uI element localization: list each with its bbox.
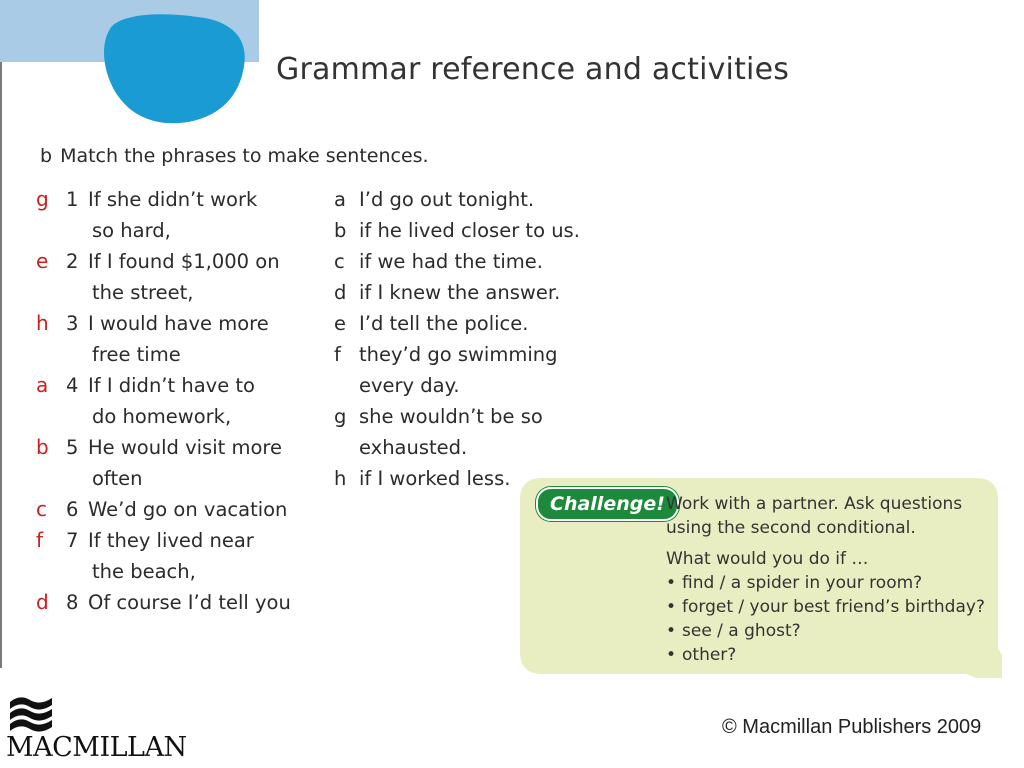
ending-text: if I knew the answer. — [359, 281, 561, 304]
left-row — [36, 587, 326, 618]
item-number: 1 — [66, 188, 79, 211]
challenge-badge: Challenge! — [536, 487, 679, 521]
challenge-bullet — [666, 619, 996, 643]
ending-text: I’d tell the police. — [359, 312, 529, 335]
right-row — [334, 339, 604, 370]
macmillan-wave-icon — [8, 692, 56, 734]
challenge-question: What would you do if … — [666, 549, 869, 569]
item-number: 3 — [66, 312, 79, 335]
exercise-label: b — [40, 145, 53, 167]
answer-letter: g — [36, 187, 49, 211]
bullet-text: see / a ghost? — [682, 621, 801, 641]
left-row — [36, 339, 326, 370]
ending-letter: a — [334, 188, 346, 211]
bullet-text: other? — [682, 645, 737, 665]
item-text: He would visit more — [88, 436, 282, 459]
left-row — [36, 463, 326, 494]
right-row — [334, 401, 604, 432]
logo-wordmark: MACMILLAN — [6, 732, 187, 763]
item-number: 4 — [66, 374, 79, 397]
bullet-dot: • — [666, 621, 677, 641]
item-text: If I found $1,000 on — [88, 250, 280, 273]
answer-letter: h — [36, 311, 49, 335]
challenge-bullet — [666, 571, 996, 595]
ending-text: they’d go swimming — [359, 343, 558, 366]
item-text: If they lived near — [88, 529, 254, 552]
left-row — [36, 494, 326, 525]
ending-letter: b — [334, 219, 347, 242]
item-text: the beach, — [92, 560, 196, 583]
left-row — [36, 246, 326, 277]
ending-text: every day. — [359, 374, 460, 397]
ending-letter: g — [334, 405, 347, 428]
challenge-line: using the second conditional. — [666, 518, 916, 538]
ending-letter: f — [334, 343, 341, 366]
page-title: Grammar reference and activities — [276, 52, 790, 87]
bullet-dot: • — [666, 597, 677, 617]
ending-text: she wouldn’t be so — [359, 405, 543, 428]
challenge-list — [666, 571, 996, 667]
item-number: 2 — [66, 250, 79, 273]
item-number: 6 — [66, 498, 79, 521]
ending-text: I’d go out tonight. — [359, 188, 535, 211]
header-blob-shape — [0, 0, 260, 130]
ending-text: if we had the time. — [359, 250, 543, 273]
ending-letter: e — [334, 312, 346, 335]
bullet-dot: • — [666, 645, 677, 665]
ending-text: exhausted. — [359, 436, 468, 459]
left-row — [36, 556, 326, 587]
left-row — [36, 308, 326, 339]
left-row — [36, 184, 326, 215]
answer-letter: b — [36, 435, 49, 459]
sentence-beginnings — [36, 184, 326, 618]
item-text: I would have more — [88, 312, 269, 335]
challenge-bullet — [666, 595, 996, 619]
answer-letter: a — [36, 373, 49, 397]
answer-letter: d — [36, 590, 49, 614]
right-row — [334, 308, 604, 339]
item-text: We’d go on vacation — [88, 498, 288, 521]
ending-letter: d — [334, 281, 347, 304]
item-text: do homework, — [92, 405, 232, 428]
item-text: free time — [92, 343, 181, 366]
challenge-bullet — [666, 643, 996, 667]
sentence-endings — [334, 184, 604, 494]
challenge-box — [520, 478, 1002, 678]
right-row — [334, 215, 604, 246]
challenge-text — [666, 492, 996, 667]
item-text: the street, — [92, 281, 194, 304]
instruction-text: Match the phrases to make sentences. — [60, 145, 429, 167]
ending-text: if he lived closer to us. — [359, 219, 580, 242]
answer-letter: f — [36, 528, 44, 552]
answer-letter: e — [36, 249, 49, 273]
item-number: 7 — [66, 529, 79, 552]
item-text: often — [92, 467, 143, 490]
ending-text: if I worked less. — [359, 467, 511, 490]
copyright-notice: © Macmillan Publishers 2009 — [722, 716, 982, 738]
item-number: 5 — [66, 436, 79, 459]
right-row — [334, 370, 604, 401]
left-row — [36, 215, 326, 246]
answer-letter: c — [36, 497, 47, 521]
exercise-instruction — [40, 145, 429, 167]
bullet-text: forget / your best friend’s birthday? — [682, 597, 985, 617]
left-row — [36, 370, 326, 401]
right-row — [334, 246, 604, 277]
item-text: so hard, — [92, 219, 171, 242]
item-text: Of course I’d tell you — [88, 591, 291, 614]
right-row — [334, 277, 604, 308]
left-row — [36, 525, 326, 556]
item-text: If she didn’t work — [88, 188, 258, 211]
page-edge-rule — [0, 62, 2, 668]
item-text: If I didn’t have to — [88, 374, 255, 397]
left-row — [36, 277, 326, 308]
macmillan-logo — [6, 690, 187, 764]
left-row — [36, 432, 326, 463]
item-number: 8 — [66, 591, 79, 614]
challenge-line: Work with a partner. Ask questions — [666, 494, 963, 514]
bullet-text: find / a spider in your room? — [682, 573, 923, 593]
right-row — [334, 432, 604, 463]
bullet-dot: • — [666, 573, 677, 593]
ending-letter: c — [334, 250, 345, 273]
left-row — [36, 401, 326, 432]
right-row — [334, 184, 604, 215]
ending-letter: h — [334, 467, 347, 490]
